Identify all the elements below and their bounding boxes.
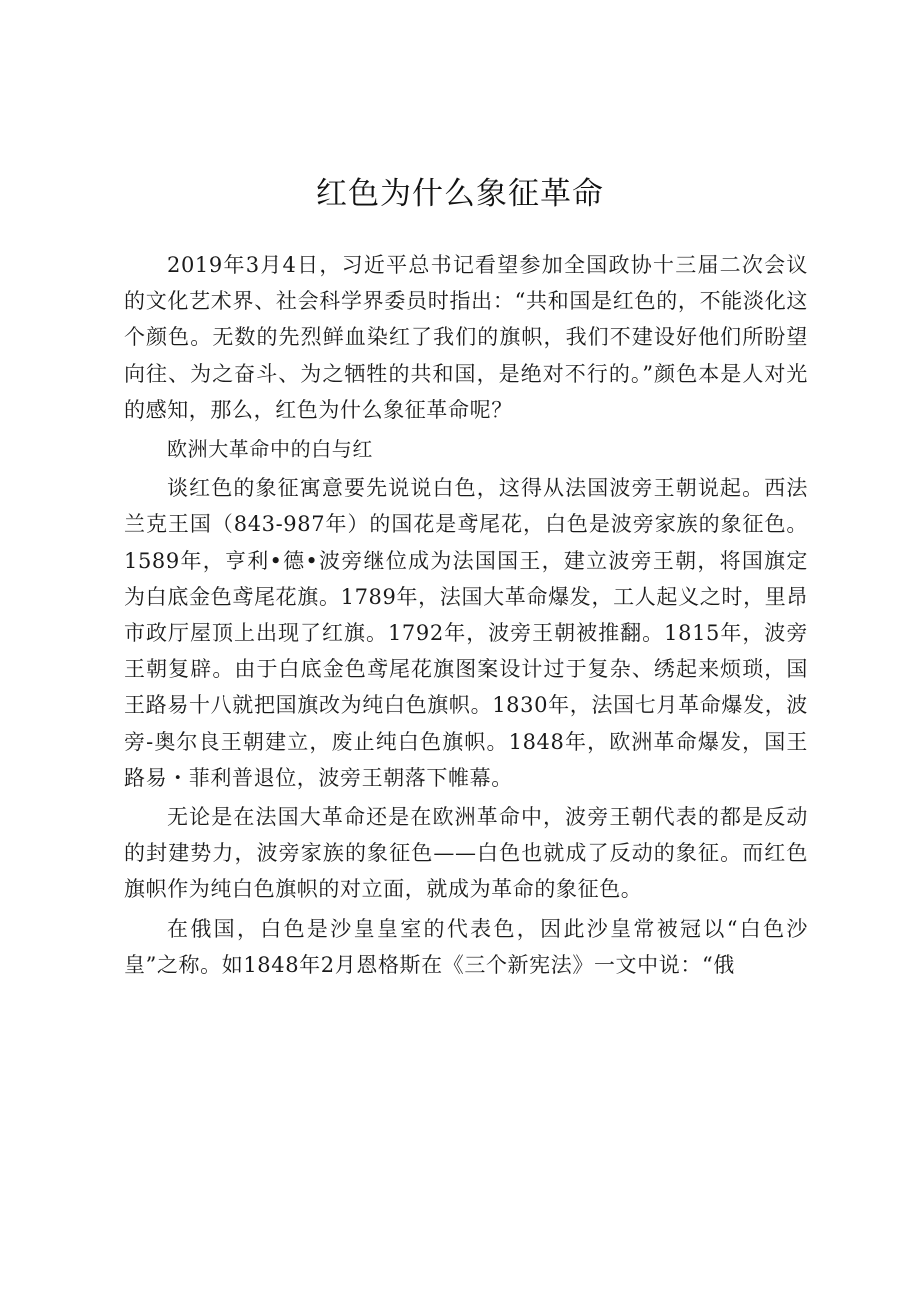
paragraph-russia: 在俄国，白色是沙皇皇室的代表色，因此沙皇常被冠以“白色沙皇”之称。如1848年2月恩格斯在《三个新宪法》一文中说：“俄 — [124, 916, 808, 977]
document-title: 红色为什么象征革命 — [316, 176, 604, 212]
document-body — [124, 247, 808, 986]
paragraph-white-red-symbolism: 无论是在法国大革命还是在欧洲革命中，波旁王朝代表的都是反动的封建势力，波旁家族的象征色——白色也就成了反动的象征。而红色旗帜作为纯白色旗帜的对立面，就成为革命的象征色。 — [124, 805, 808, 902]
paragraph-intro: 2019年3月4日，习近平总书记看望参加全国政协十三届二次会议的文化艺术界、社会科学界委员时指出：“共和国是红色的，不能淡化这个颜色。无数的先烈鲜血染红了我们的旗帜，我们不建设好他们所盼望向往、为之奋斗、为之牺牲的共和国，是绝对不行的。”颜色本是人对光的感知，那么，红色为什么象征革命呢？ — [124, 253, 808, 422]
paragraph-bourbon-history: 谈红色的象征寓意要先说说白色，这得从法国波旁王朝说起。西法兰克王国（843-987年）的国花是鸢尾花，白色是波旁家族的象征色。1589年，亨利•德•波旁继位成为法国国王，建立波旁王朝，将国旗定为白底金色鸢尾花旗。1789年，法国大革命爆发，工人起义之时，里昂市政厅屋顶上出现了红旗。1792年，波旁王朝被推翻。1815年，波旁王朝复辟。由于白底金色鸢尾花旗图案设计过于复杂、绣起来烦琐，国王路易十八就把国旗改为纯白色旗帜。1830年，法国七月革命爆发，波旁-奥尔良王朝建立，废止纯白色旗帜。1848年，欧洲革命爆发，国王路易・菲利普退位，波旁王朝落下帷幕。 — [124, 476, 808, 790]
section-heading: 欧洲大革命中的白与红 — [167, 437, 373, 462]
